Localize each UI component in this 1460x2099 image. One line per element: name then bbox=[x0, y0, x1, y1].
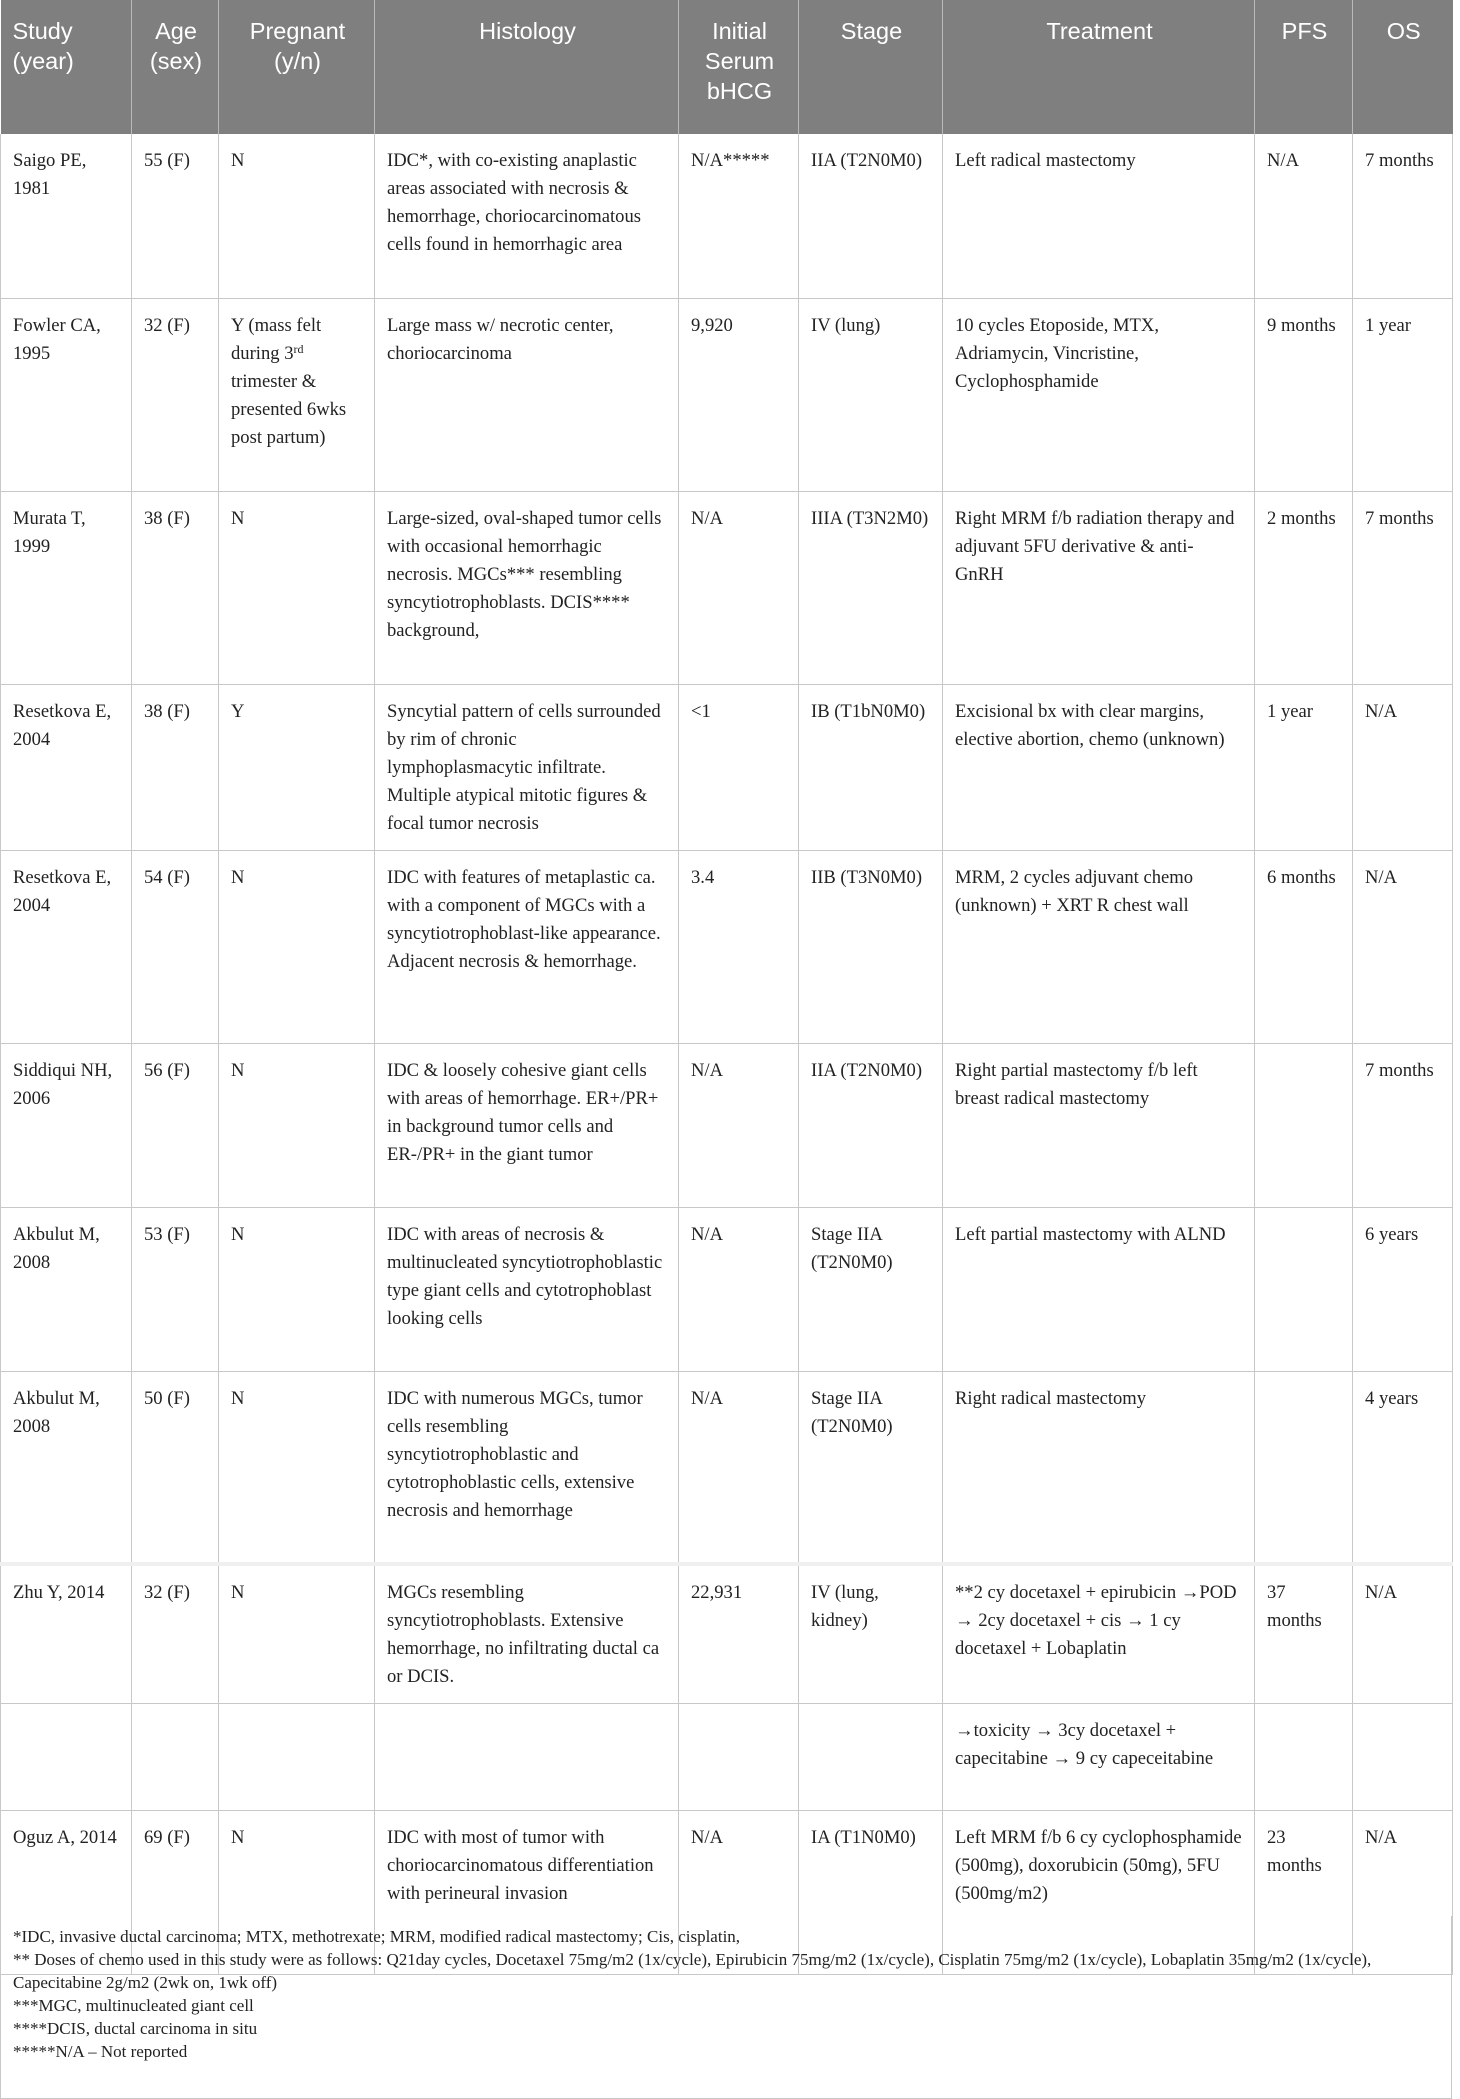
cell-stage: Stage IIA (T2N0M0) bbox=[799, 1371, 943, 1564]
cell-bhcg bbox=[679, 1704, 799, 1811]
cell-study: Zhu Y, 2014 bbox=[1, 1564, 132, 1704]
cell-os: 1 year bbox=[1353, 298, 1453, 491]
cell-age: 54 (F) bbox=[132, 850, 219, 1043]
cell-bhcg: 3.4 bbox=[679, 850, 799, 1043]
cell-pfs bbox=[1255, 1207, 1353, 1371]
pregnant-text-end: trimester & presented 6wks post partum) bbox=[231, 370, 347, 448]
cell-treatment: 10 cycles Etoposide, MTX, Adriamycin, Vincristine, Cyclophosphamide bbox=[943, 298, 1255, 491]
header-os: OS bbox=[1353, 0, 1453, 134]
cell-bhcg: N/A bbox=[679, 491, 799, 684]
footnote: ***MGC, multinucleated giant cell bbox=[13, 1996, 254, 2015]
cell-treatment: Right partial mastectomy f/b left breast radical mastectomy bbox=[943, 1043, 1255, 1207]
table-row bbox=[1, 1043, 1453, 1207]
cell-pregnant bbox=[219, 298, 375, 491]
cell-pfs bbox=[1255, 1371, 1353, 1564]
cell-treatment: Right radical mastectomy bbox=[943, 1371, 1255, 1564]
cell-stage: IB (T1bN0M0) bbox=[799, 684, 943, 850]
table-row bbox=[1, 298, 1453, 491]
cell-os: N/A bbox=[1353, 850, 1453, 1043]
cell-pfs: N/A bbox=[1255, 134, 1353, 298]
cell-pregnant: N bbox=[219, 1043, 375, 1207]
cell-os: N/A bbox=[1353, 1811, 1453, 1975]
cell-os: N/A bbox=[1353, 1564, 1453, 1704]
cell-age: 38 (F) bbox=[132, 491, 219, 684]
cell-pregnant: N bbox=[219, 491, 375, 684]
cell-pregnant: N bbox=[219, 1207, 375, 1371]
cell-age: 56 (F) bbox=[132, 1043, 219, 1207]
cell-bhcg: 9,920 bbox=[679, 298, 799, 491]
footnote: ****DCIS, ductal carcinoma in situ bbox=[13, 2019, 258, 2038]
cell-bhcg: N/A bbox=[679, 1043, 799, 1207]
table-footnotes bbox=[0, 1916, 1452, 2099]
cell-pfs: 9 months bbox=[1255, 298, 1353, 491]
cell-age: 69 (F) bbox=[132, 1811, 219, 1975]
cell-os: N/A bbox=[1353, 684, 1453, 850]
table-row bbox=[1, 850, 1453, 1043]
cell-age: 32 (F) bbox=[132, 1564, 219, 1704]
cell-pregnant: N bbox=[219, 850, 375, 1043]
cell-histology: IDC*, with co-existing anaplastic areas associated with necrosis & hemorrhage, choriocarcinomatous cells found in hemorrhagic area bbox=[375, 134, 679, 298]
cell-stage: IV (lung, kidney) bbox=[799, 1564, 943, 1704]
cell-histology: IDC with numerous MGCs, tumor cells resembling syncytiotrophoblastic and cytotrophoblastic cells, extensive necrosis and hemorrhage bbox=[375, 1371, 679, 1564]
cell-pfs: 37 months bbox=[1255, 1564, 1353, 1704]
cell-pfs: 6 months bbox=[1255, 850, 1353, 1043]
header-age: Age (sex) bbox=[132, 0, 219, 134]
cell-age: 38 (F) bbox=[132, 684, 219, 850]
cell-pfs: 1 year bbox=[1255, 684, 1353, 850]
cell-histology: Large-sized, oval-shaped tumor cells with occasional hemorrhagic necrosis. MGCs*** resembling syncytiotrophoblasts. DCIS**** background, bbox=[375, 491, 679, 684]
cell-stage: IIA (T2N0M0) bbox=[799, 1043, 943, 1207]
cell-pregnant: N bbox=[219, 1371, 375, 1564]
cell-treatment: MRM, 2 cycles adjuvant chemo (unknown) + XRT R chest wall bbox=[943, 850, 1255, 1043]
cell-treatment: Left radical mastectomy bbox=[943, 134, 1255, 298]
cell-study: Murata T, 1999 bbox=[1, 491, 132, 684]
cell-stage: IA (T1N0M0) bbox=[799, 1811, 943, 1975]
pregnant-text-start: Y (mass felt during 3 bbox=[231, 314, 322, 364]
table-row bbox=[1, 1564, 1453, 1704]
cell-treatment: Left MRM f/b 6 cy cyclophosphamide (500mg), doxorubicin (50mg), 5FU (500mg/m2) bbox=[943, 1811, 1255, 1975]
cell-study: Akbulut M, 2008 bbox=[1, 1207, 132, 1371]
cell-treatment: →toxicity → 3cy docetaxel + capecitabine → 9 cy capeceitabine bbox=[943, 1704, 1255, 1811]
cell-bhcg: N/A bbox=[679, 1811, 799, 1975]
cell-os: 7 months bbox=[1353, 134, 1453, 298]
header-study: Study (year) bbox=[1, 0, 132, 134]
cell-os: 6 years bbox=[1353, 1207, 1453, 1371]
cell-os: 4 years bbox=[1353, 1371, 1453, 1564]
cell-pregnant: N bbox=[219, 1811, 375, 1975]
table-row bbox=[1, 1704, 1453, 1811]
footnote: *****N/A – Not reported bbox=[13, 2042, 188, 2061]
cell-bhcg: N/A bbox=[679, 1371, 799, 1564]
cell-histology: IDC with areas of necrosis & multinucleated syncytiotrophoblastic type giant cells and cytotrophoblast looking cells bbox=[375, 1207, 679, 1371]
cell-stage: Stage IIA (T2N0M0) bbox=[799, 1207, 943, 1371]
header-treatment: Treatment bbox=[943, 0, 1255, 134]
table-row bbox=[1, 684, 1453, 850]
table-row bbox=[1, 491, 1453, 684]
cell-histology: MGCs resembling syncytiotrophoblasts. Extensive hemorrhage, no infiltrating ductal ca or DCIS. bbox=[375, 1564, 679, 1704]
cell-pregnant: N bbox=[219, 134, 375, 298]
cell-pfs: 2 months bbox=[1255, 491, 1353, 684]
cell-os bbox=[1353, 1704, 1453, 1811]
cell-study: Oguz A, 2014 bbox=[1, 1811, 132, 1975]
cell-stage: IIA (T2N0M0) bbox=[799, 134, 943, 298]
cell-treatment: **2 cy docetaxel + epirubicin →POD → 2cy docetaxel + cis → 1 cy docetaxel + Lobaplatin bbox=[943, 1564, 1255, 1704]
cell-os: 7 months bbox=[1353, 491, 1453, 684]
cell-pfs: 23 months bbox=[1255, 1811, 1353, 1975]
footnote: ** Doses of chemo used in this study were as follows: Q21day cycles, Docetaxel 75mg/m2 (1x/cycle), Epirubicin 75mg/m2 (1x/cycle), Cisplatin 75mg/m2 (1x/cycle), Lobaplatin 35mg/m2 (1x/cycle), Capecitabine 2g/m2 (2wk on, 1wk off) bbox=[13, 1950, 1372, 1992]
header-pregnant: Pregnant (y/n) bbox=[219, 0, 375, 134]
header-bhcg: Initial Serum bHCG bbox=[679, 0, 799, 134]
cell-age: 50 (F) bbox=[132, 1371, 219, 1564]
cell-pfs bbox=[1255, 1043, 1353, 1207]
cell-study: Siddiqui NH, 2006 bbox=[1, 1043, 132, 1207]
cell-study: Resetkova E, 2004 bbox=[1, 684, 132, 850]
cell-os: 7 months bbox=[1353, 1043, 1453, 1207]
cell-pregnant bbox=[219, 1704, 375, 1811]
cell-bhcg: N/A bbox=[679, 1207, 799, 1371]
cell-stage: IIB (T3N0M0) bbox=[799, 850, 943, 1043]
cell-stage: IV (lung) bbox=[799, 298, 943, 491]
cell-study: Akbulut M, 2008 bbox=[1, 1371, 132, 1564]
cell-histology bbox=[375, 1704, 679, 1811]
cell-study bbox=[1, 1704, 132, 1811]
cell-histology: Large mass w/ necrotic center, choriocarcinoma bbox=[375, 298, 679, 491]
header-histology: Histology bbox=[375, 0, 679, 134]
cell-age: 55 (F) bbox=[132, 134, 219, 298]
table-header-row bbox=[1, 0, 1453, 134]
cell-histology: IDC with most of tumor with choriocarcinomatous differentiation with perineural invasion bbox=[375, 1811, 679, 1975]
cell-bhcg: N/A***** bbox=[679, 134, 799, 298]
cell-study: Saigo PE, 1981 bbox=[1, 134, 132, 298]
table-row bbox=[1, 1207, 1453, 1371]
cell-histology: IDC & loosely cohesive giant cells with areas of hemorrhage. ER+/PR+ in background tumor cells and ER-/PR+ in the giant tumor bbox=[375, 1043, 679, 1207]
cell-treatment: Excisional bx with clear margins, elective abortion, chemo (unknown) bbox=[943, 684, 1255, 850]
table-row bbox=[1, 134, 1453, 298]
cell-histology: IDC with features of metaplastic ca. with a component of MGCs with a syncytiotrophoblast-like appearance. Adjacent necrosis & hemorrhage. bbox=[375, 850, 679, 1043]
footnote: *IDC, invasive ductal carcinoma; MTX, methotrexate; MRM, modified radical mastectomy; Cis, cisplatin, bbox=[13, 1927, 741, 1946]
header-pfs: PFS bbox=[1255, 0, 1353, 134]
cell-study: Resetkova E, 2004 bbox=[1, 850, 132, 1043]
cell-age bbox=[132, 1704, 219, 1811]
table-row bbox=[1, 1371, 1453, 1564]
cell-histology: Syncytial pattern of cells surrounded by rim of chronic lymphoplasmacytic infiltrate. Multiple atypical mitotic figures & focal tumor necrosis bbox=[375, 684, 679, 850]
cell-age: 32 (F) bbox=[132, 298, 219, 491]
cell-treatment: Left partial mastectomy with ALND bbox=[943, 1207, 1255, 1371]
cell-bhcg: <1 bbox=[679, 684, 799, 850]
header-stage: Stage bbox=[799, 0, 943, 134]
cell-study: Fowler CA, 1995 bbox=[1, 298, 132, 491]
cell-pfs bbox=[1255, 1704, 1353, 1811]
cell-pregnant: Y bbox=[219, 684, 375, 850]
cell-pregnant: N bbox=[219, 1564, 375, 1704]
cell-treatment: Right MRM f/b radiation therapy and adjuvant 5FU derivative & anti-GnRH bbox=[943, 491, 1255, 684]
cell-bhcg: 22,931 bbox=[679, 1564, 799, 1704]
cell-age: 53 (F) bbox=[132, 1207, 219, 1371]
cell-stage bbox=[799, 1704, 943, 1811]
cell-stage: IIIA (T3N2M0) bbox=[799, 491, 943, 684]
superscript-rd: rd bbox=[293, 341, 304, 356]
